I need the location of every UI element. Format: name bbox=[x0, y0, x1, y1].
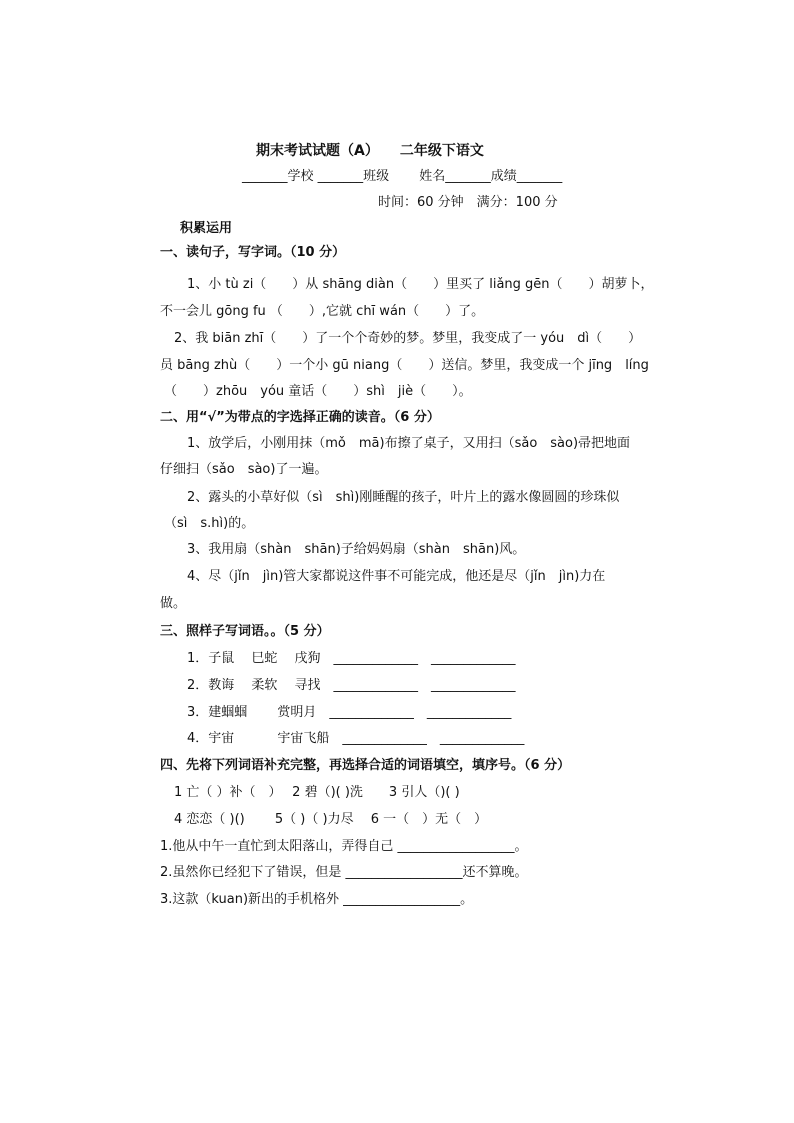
q3-line: 1．子鼠 巳蛇 戌狗 _____________ _____________ bbox=[187, 651, 516, 666]
q1-line: 不一会儿 gōng fu （ ）,它就 chī wán（ ）了。 bbox=[160, 304, 485, 319]
q1-line: 1、小 tù zi（ ）从 shāng diàn（ ）里买了 liǎng gēn（ ）胡萝卜， bbox=[187, 277, 654, 292]
section-label: 积累运用 bbox=[180, 221, 233, 236]
q4-fill-sentence: 2.虽然你已经犯下了错误，但是 __________________还不算晚。 bbox=[160, 865, 528, 880]
q2-line: 2、露头的小草好似（sì shì)刚睡醒的孩子，叶片上的露水像圆圆的珍珠似 bbox=[187, 490, 620, 505]
q2-line: 仔细扫（sǎo sào)了一遍。 bbox=[160, 462, 328, 477]
q4-line: 4 恋恋（ )() 5（ )（ )力尽 6 一（ ）无（ ） bbox=[174, 812, 488, 827]
q4-line: 1 亡（ ）补（ ） 2 碧（)( )洗 3 引人（)( ) bbox=[174, 785, 460, 800]
student-info-line: _______学校 _______班级 姓名_______成绩_______ bbox=[242, 169, 563, 184]
q1-line: 2、我 biān zhī（ ）了一个个奇妙的梦。梦里，我变成了一 yóu dì（ ） bbox=[174, 331, 642, 346]
page-title: 期末考试试题（A） 二年级下语文 bbox=[256, 143, 484, 159]
q4-title: 四、先将下列词语补充完整，再选择合适的词语填空，填序号。（6 分） bbox=[160, 758, 571, 773]
q2-line: 3、我用扇（shàn shān)子给妈妈扇（shàn shān)风。 bbox=[187, 542, 526, 557]
q3-title: 三、照样子写词语。。（5 分） bbox=[160, 624, 330, 639]
q3-line: 4．宇宙 宇宙飞船 _____________ _____________ bbox=[187, 731, 525, 746]
q4-fill-sentence: 3.这款（kuan)新出的手机格外 __________________。 bbox=[160, 892, 474, 907]
q1-title: 一、读句子，写字词。（10 分） bbox=[160, 245, 346, 260]
q2-title: 二、用“√”为带点的字选择正确的读音。（6 分） bbox=[160, 410, 440, 425]
q3-line: 2．教诲 柔软 寻找 _____________ _____________ bbox=[187, 678, 516, 693]
q2-line: 做。 bbox=[160, 596, 187, 611]
q4-fill-sentence: 1.他从中午一直忙到太阳落山，弄得自己 __________________。 bbox=[160, 839, 528, 854]
q1-line: （ ）zhōu yóu 童话（ ）shì jiè（ ）。 bbox=[164, 384, 472, 399]
q2-line: （sì s.hì)的。 bbox=[164, 516, 255, 531]
q1-line: 员 bāng zhù（ ）一个小 gū niang（ ）送信。梦里，我变成一个 jīng líng bbox=[160, 358, 649, 373]
time-score-line: 时间：60 分钟 满分：100 分 bbox=[378, 195, 558, 210]
q2-line: 4、尽（jǐn jìn)管大家都说这件事不可能完成，他还是尽（jǐn jìn)力在 bbox=[187, 569, 606, 584]
q2-line: 1、放学后，小刚用抹（mǒ mā)布擦了桌子，又用扫（sǎo sào)帚把地面 bbox=[187, 436, 631, 451]
q3-line: 3．建蝈蝈 赏明月 _____________ _____________ bbox=[187, 705, 512, 720]
